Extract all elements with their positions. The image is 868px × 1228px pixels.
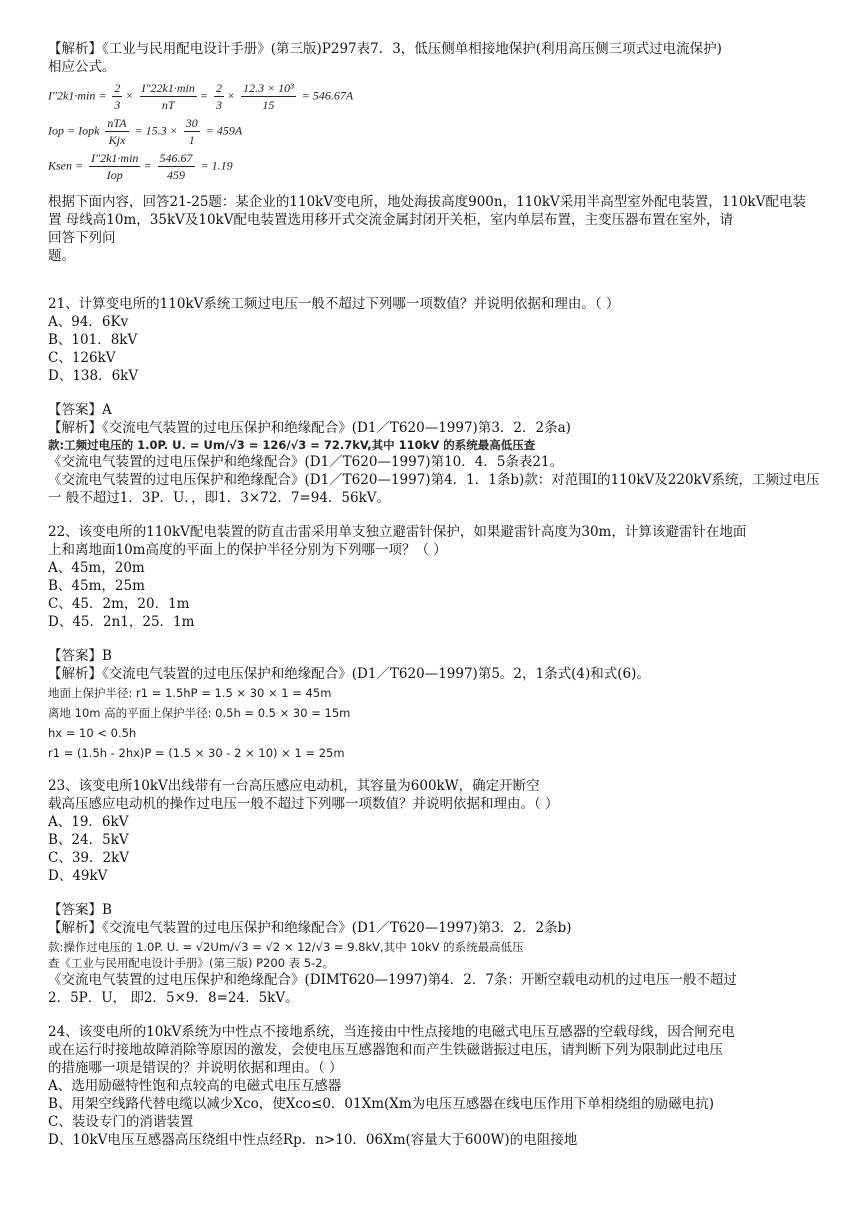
question-23-stem: 23、该变电所10kV出线带有一台高压感应电动机，其容量为600kW，确定开断空 <box>48 778 540 794</box>
option-a: A、45m，20m <box>48 560 145 576</box>
scanned-formula: r1 = (1.5h - 2hx)P = (1.5 × 30 - 2 × 10) × 1 = 25m <box>48 746 345 760</box>
option-b: B、24．5kV <box>48 832 129 848</box>
option-d: D、10kV电压互感器高压绕组中性点经Rp．n>10．06Xm(容量大于600W)的电阻接地 <box>48 1132 578 1148</box>
option-a: A、选用励磁特性饱和点较高的电磁式电压互感器 <box>48 1078 342 1094</box>
scanned-formula: 款:工频过电压的 1.0P. U. = Um/√3 = 126/√3 = 72.7kV,其中 110kV 的系统最高低压查 <box>48 438 536 452</box>
scanned-formula: 查《工业与民用配电设计手册》(第三版) P200 表 5-2。 <box>48 956 335 970</box>
question-21-stem: 21、计算变电所的110kV系统工频过电压一般不超过下列哪一项数值？并说明依据和理由。（ ） <box>48 296 620 312</box>
scanned-formula: hx = 10 < 0.5h <box>48 726 137 740</box>
question-22-stem: 上和离地面10m高度的平面上的保护半径分别为下列哪一项？（ ） <box>48 542 447 558</box>
option-c: C、39．2kV <box>48 850 130 866</box>
answer-label: 【答案】A <box>48 402 112 418</box>
analysis-line: 【解析】《交流电气装置的过电压保护和绝缘配合》(D1／T620—1997)第3．2．2条b) <box>48 920 572 936</box>
option-d: D、49kV <box>48 868 108 884</box>
answer-label: 【答案】B <box>48 648 112 664</box>
option-d: D、45．2n1，25．1m <box>48 614 195 630</box>
document-page <box>48 40 826 1149</box>
analysis-line: 【解析】《交流电气装置的过电压保护和绝缘配合》(D1／T620—1997)第5。2，1条式(4)和式(6)。 <box>48 666 650 682</box>
formula-i2k1min: I″2k1·min = $\frac{2}{3}$ × $\frac{I''22k1\cdot\min}{nT}$ = $\frac{2}{3}$ × $\frac{\text{12.3 × 10³}}{15}$ = 546.67A <box>48 81 354 112</box>
option-d: D、138．6kV <box>48 368 139 384</box>
scanned-formula: 款:操作过电压的 1.0P. U. = √2Um/√3 = √2 × 12/√3 = 9.8kV,其中 10kV 的系统最高低压 <box>48 940 524 954</box>
answer-label: 【答案】B <box>48 902 112 918</box>
option-a: A、94．6Kv <box>48 314 129 330</box>
question-22-stem: 22、该变电所的110kV配电装置的防直击雷采用单支独立避雷针保护，如果避雷针高度为30m，计算该避雷针在地面 <box>48 524 747 540</box>
reference-line: 《交流电气装置的过电压保护和绝缘配合》(D1／T620—1997)第4．1．1条b)款：对范围I的110kV及220kV系统，工频过电压 <box>48 472 820 488</box>
formula-iop: Iop = Iopk $\frac{\text{nTA}}{\text{Kjx}}$ = 15.3 × $\frac{30}{1}$ = 459A <box>48 116 243 147</box>
question-24-stem: 的措施哪一项是错误的？并说明依据和理由。（ ） <box>48 1060 343 1076</box>
analysis-line: 相应公式。 <box>48 59 116 75</box>
question-24-stem: 24、该变电所的10kV系统为中性点不接地系统，当连接由中性点接地的电磁式电压互感器的空载母线，因合闸充电 <box>48 1024 735 1040</box>
question-24-stem: 或在运行时接地故障消除等原因的激发，会使电压互感器饱和而产生铁磁谐振过电压，请判断下列为限制此过电压 <box>48 1042 723 1058</box>
intro-line: 回答下列问 <box>48 230 116 246</box>
reference-line: 《交流电气装置的过电压保护和绝缘配合》(DIMT620—1997)第4．2．7条：开断空载电动机的过电压一般不超过 <box>48 972 737 988</box>
option-a: A、19．6kV <box>48 814 129 830</box>
reference-line: 《交流电气装置的过电压保护和绝缘配合》(D1／T620—1997)第10．4．5条表21。 <box>48 454 564 470</box>
question-23-stem: 载高压感应电动机的操作过电压一般不超过下列哪一项数值？并说明依据和理由。（ ） <box>48 796 559 812</box>
intro-line: 根据下面内容，回答21-25题：某企业的110kV变电所，地处海拔高度900n，110kV采用半高型室外配电装置，110kV配电装 <box>48 194 806 210</box>
reference-line: 一 般不超过1．3P．U．，即1．3×72．7=94．56kV。 <box>48 490 391 506</box>
scanned-formula: 地面上保护半径: r1 = 1.5hP = 1.5 × 30 × 1 = 45m <box>48 686 332 700</box>
option-b: B、45m，25m <box>48 578 145 594</box>
analysis-line: 【解析】《工业与民用配电设计手册》(第三版)P297表7．3，低压侧单相接地保护(利用高压侧三项式过电流保护) <box>48 41 722 57</box>
formula-ksen: Ksen = $\frac{I''2k1\cdot\min}{\text{Iop}}$ = $\frac{546.67}{459}$ = 1.19 <box>48 151 233 182</box>
intro-line: 置 母线高10m，35kV及10kV配电装置选用移开式交流金属封闭开关柜，室内单层布置，主变压器布置在室外，请 <box>48 212 733 228</box>
option-b: B、101．8kV <box>48 332 138 348</box>
option-c: C、126kV <box>48 350 116 366</box>
option-c: C、装设专门的消谐装置 <box>48 1114 194 1130</box>
reference-line: 2．5P．U， 即2．5×9．8=24．5kV。 <box>48 990 299 1006</box>
option-b: B、用架空线路代替电缆以减少Xco，使Xco≤0．01Xm(Xm为电压互感器在线电压作用下单相绕组的励磁电抗) <box>48 1096 714 1112</box>
analysis-line: 【解析】《交流电气装置的过电压保护和绝缘配合》(D1／T620—1997)第3．2．2条a) <box>48 420 571 436</box>
scanned-formula: 离地 10m 高的平面上保护半径: 0.5h = 0.5 × 30 = 15m <box>48 706 351 720</box>
option-c: C、45．2m，20．1m <box>48 596 190 612</box>
intro-line: 题。 <box>48 248 75 264</box>
